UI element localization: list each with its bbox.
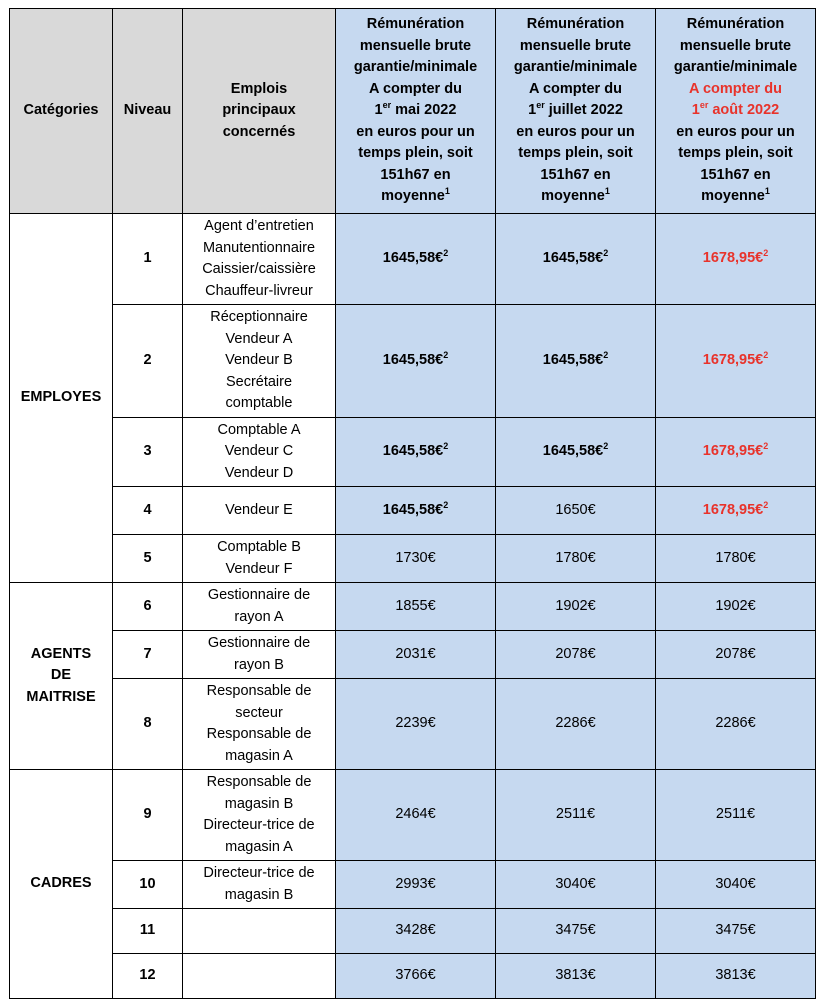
salary-cell-aug bbox=[656, 214, 816, 305]
header-categories: Catégories bbox=[10, 9, 113, 214]
emploi-line: rayon B bbox=[234, 656, 284, 673]
salary-cell-aug bbox=[656, 487, 816, 535]
salary-value: 2511€ bbox=[715, 806, 756, 823]
salary-value: 1645,58€ bbox=[382, 352, 444, 369]
table-row bbox=[10, 487, 816, 535]
salary-value: 3475€ bbox=[715, 922, 756, 939]
niveau-cell: 2 bbox=[113, 305, 183, 418]
emploi-line: Directeur-trice de bbox=[203, 865, 315, 881]
footnote-marker: 2 bbox=[443, 499, 449, 510]
header-line: en euros pour un bbox=[356, 123, 475, 140]
emploi-line: magasin B bbox=[224, 795, 294, 812]
table-row bbox=[10, 418, 816, 487]
salary-value: 1678,95€ bbox=[702, 352, 764, 369]
header-date-line-highlight bbox=[658, 100, 813, 122]
salary-cell-may bbox=[336, 305, 496, 418]
niveau-cell: 7 bbox=[113, 631, 183, 679]
niveau-cell: 5 bbox=[113, 535, 183, 583]
footnote-marker: 2 bbox=[763, 350, 769, 361]
header-line bbox=[658, 186, 813, 208]
footnote-marker: 2 bbox=[763, 441, 769, 452]
header-text: moyenne bbox=[381, 188, 445, 205]
emploi-line: Vendeur B bbox=[225, 352, 293, 369]
salary-value: 2078€ bbox=[715, 645, 756, 662]
footnote-marker: 2 bbox=[603, 248, 609, 259]
salary-cell-may bbox=[336, 418, 496, 487]
emploi-line: Caissier/caissière bbox=[202, 261, 316, 277]
table-row bbox=[10, 679, 816, 770]
emploi-line: Chauffeur-livreur bbox=[205, 282, 313, 299]
header-line: 151h67 en bbox=[700, 166, 771, 183]
header-line: temps plein, soit bbox=[518, 145, 633, 162]
header-emplois-line: concernés bbox=[222, 123, 296, 140]
footnote-marker: 2 bbox=[603, 441, 609, 452]
salary-value: 1678,95€ bbox=[702, 250, 764, 267]
salary-cell-jul bbox=[496, 679, 656, 770]
header-emplois-line: principaux bbox=[222, 102, 296, 119]
header-line: garantie/minimale bbox=[513, 59, 638, 76]
header-line: A compter du bbox=[529, 80, 622, 97]
salary-value: 3813€ bbox=[715, 967, 756, 984]
category-line: DE bbox=[50, 667, 72, 684]
salary-value: 2031€ bbox=[395, 645, 436, 662]
salary-value: 1645,58€ bbox=[542, 250, 604, 267]
salary-value: 3040€ bbox=[715, 875, 756, 892]
header-line: en euros pour un bbox=[516, 123, 635, 140]
header-may-2022 bbox=[336, 9, 496, 214]
emploi-line: Vendeur E bbox=[225, 501, 293, 518]
header-line bbox=[338, 186, 493, 208]
footnote-marker: 2 bbox=[603, 350, 609, 361]
header-line: temps plein, soit bbox=[358, 145, 473, 162]
emploi-line: comptable bbox=[225, 395, 293, 412]
date-sup: er bbox=[536, 100, 545, 111]
salary-cell-jul bbox=[496, 631, 656, 679]
emploi-line: Directeur-trice de bbox=[203, 817, 315, 833]
table-row bbox=[10, 305, 816, 418]
salary-value: 1645,58€ bbox=[542, 443, 604, 460]
emploi-line: Secrétaire bbox=[225, 373, 293, 390]
niveau-cell: 11 bbox=[113, 909, 183, 954]
salary-cell-aug bbox=[656, 535, 816, 583]
salary-value: 3766€ bbox=[395, 967, 436, 984]
emploi-line: Comptable B bbox=[217, 539, 301, 555]
salary-value: 1780€ bbox=[715, 549, 756, 566]
emplois-cell bbox=[183, 631, 336, 679]
date-sup: er bbox=[699, 100, 709, 111]
salary-cell-aug bbox=[656, 909, 816, 954]
category-line: MAITRISE bbox=[26, 688, 96, 705]
footnote-marker: 2 bbox=[443, 248, 449, 259]
table-row bbox=[10, 770, 816, 861]
salary-value: 1902€ bbox=[555, 597, 596, 614]
emplois-cell bbox=[183, 214, 336, 305]
table-row bbox=[10, 954, 816, 999]
header-emplois bbox=[183, 9, 336, 214]
salary-value: 1780€ bbox=[555, 549, 596, 566]
niveau-cell: 12 bbox=[113, 954, 183, 999]
footnote-marker: 1 bbox=[764, 186, 770, 197]
salary-value: 1645,58€ bbox=[382, 443, 444, 460]
salary-value: 3040€ bbox=[555, 875, 596, 892]
header-line bbox=[498, 186, 653, 208]
emplois-cell bbox=[183, 954, 336, 999]
date-sup: er bbox=[382, 100, 392, 111]
footnote-marker: 2 bbox=[763, 248, 769, 259]
emploi-line: magasin B bbox=[224, 886, 294, 903]
emplois-cell bbox=[183, 305, 336, 418]
salary-cell-may bbox=[336, 631, 496, 679]
salary-value: 1650€ bbox=[555, 501, 596, 518]
category-cell: EMPLOYES bbox=[10, 214, 113, 583]
salary-cell-may bbox=[336, 583, 496, 631]
salary-value: 1855€ bbox=[395, 597, 436, 614]
table-row bbox=[10, 214, 816, 305]
salary-cell-aug bbox=[656, 305, 816, 418]
emploi-line: Réceptionnaire bbox=[210, 309, 308, 326]
salary-value: 2464€ bbox=[395, 806, 436, 823]
niveau-cell: 4 bbox=[113, 487, 183, 535]
salary-value: 3475€ bbox=[555, 922, 596, 939]
niveau-cell: 8 bbox=[113, 679, 183, 770]
niveau-cell: 10 bbox=[113, 861, 183, 909]
emplois-cell bbox=[183, 418, 336, 487]
salary-value: 1730€ bbox=[395, 549, 436, 566]
header-date-line bbox=[498, 100, 653, 122]
emplois-cell bbox=[183, 909, 336, 954]
emploi-line: Responsable de bbox=[206, 774, 312, 790]
emploi-line: magasin A bbox=[225, 838, 293, 855]
salary-cell-aug bbox=[656, 770, 816, 861]
salary-cell-jul bbox=[496, 861, 656, 909]
emploi-line: Gestionnaire de bbox=[207, 635, 311, 651]
table-row bbox=[10, 535, 816, 583]
salary-value: 1645,58€ bbox=[382, 250, 444, 267]
header-line: 151h67 en bbox=[380, 166, 451, 183]
salary-value: 1645,58€ bbox=[542, 352, 604, 369]
date-rest: mai 2022 bbox=[391, 102, 457, 119]
header-line: garantie/minimale bbox=[673, 59, 798, 76]
emploi-line: Vendeur A bbox=[225, 330, 293, 347]
emplois-cell bbox=[183, 535, 336, 583]
header-line: mensuelle brute bbox=[359, 37, 472, 54]
emplois-cell bbox=[183, 770, 336, 861]
date-rest: août 2022 bbox=[708, 102, 780, 119]
salary-value: 2078€ bbox=[555, 645, 596, 662]
salary-cell-jul bbox=[496, 770, 656, 861]
niveau-cell: 6 bbox=[113, 583, 183, 631]
salary-cell-jul bbox=[496, 535, 656, 583]
emploi-line: Agent d’entretien bbox=[204, 218, 314, 234]
footnote-marker: 2 bbox=[443, 350, 449, 361]
salary-cell-may bbox=[336, 214, 496, 305]
header-line: en euros pour un bbox=[676, 123, 795, 140]
date-rest: juillet 2022 bbox=[544, 102, 623, 119]
footnote-marker: 1 bbox=[604, 186, 610, 197]
salary-value: 1645,58€ bbox=[382, 501, 444, 518]
header-line: Rémunération bbox=[366, 16, 465, 33]
header-line: Rémunération bbox=[686, 16, 785, 33]
category-line: AGENTS bbox=[30, 645, 92, 662]
salary-cell-aug bbox=[656, 583, 816, 631]
salary-cell-jul bbox=[496, 583, 656, 631]
salary-cell-jul bbox=[496, 418, 656, 487]
table-row bbox=[10, 861, 816, 909]
emploi-line: Comptable A bbox=[217, 421, 301, 438]
emploi-line: Manutentionnaire bbox=[202, 239, 316, 256]
salary-value: 2993€ bbox=[395, 875, 436, 892]
table-row bbox=[10, 909, 816, 954]
salary-grid-table bbox=[9, 8, 816, 999]
salary-cell-may bbox=[336, 679, 496, 770]
category-cell: CADRES bbox=[10, 770, 113, 999]
footnote-marker: 1 bbox=[444, 186, 450, 197]
salary-cell-may bbox=[336, 909, 496, 954]
salary-value: 1678,95€ bbox=[702, 501, 764, 518]
category-cell bbox=[10, 583, 113, 770]
emploi-line: secteur bbox=[235, 704, 283, 721]
salary-value: 1678,95€ bbox=[702, 443, 764, 460]
date-day: 1 bbox=[374, 102, 383, 119]
date-day: 1 bbox=[528, 102, 537, 119]
footnote-marker: 2 bbox=[443, 441, 449, 452]
header-line-highlight: A compter du bbox=[689, 80, 782, 97]
header-text: moyenne bbox=[701, 188, 765, 205]
salary-cell-may bbox=[336, 535, 496, 583]
emplois-cell bbox=[183, 861, 336, 909]
emploi-line: Vendeur D bbox=[224, 464, 294, 481]
salary-value: 3428€ bbox=[395, 922, 436, 939]
salary-cell-jul bbox=[496, 214, 656, 305]
salary-cell-aug bbox=[656, 631, 816, 679]
header-august-2022 bbox=[656, 9, 816, 214]
header-line: garantie/minimale bbox=[353, 59, 478, 76]
header-line: mensuelle brute bbox=[519, 37, 632, 54]
emploi-line: Vendeur C bbox=[224, 443, 294, 460]
header-date-line bbox=[338, 100, 493, 122]
emploi-line: rayon A bbox=[234, 608, 284, 625]
header-row bbox=[10, 9, 816, 214]
emploi-line: Gestionnaire de bbox=[207, 587, 311, 603]
emploi-line: Responsable de bbox=[206, 683, 312, 699]
emplois-cell bbox=[183, 487, 336, 535]
header-line: mensuelle brute bbox=[679, 37, 792, 54]
salary-value: 2286€ bbox=[555, 715, 596, 732]
table-row bbox=[10, 631, 816, 679]
emploi-line: Responsable de bbox=[206, 726, 312, 742]
header-line: 151h67 en bbox=[540, 166, 611, 183]
salary-cell-jul bbox=[496, 487, 656, 535]
salary-cell-aug bbox=[656, 679, 816, 770]
salary-cell-aug bbox=[656, 861, 816, 909]
header-july-2022 bbox=[496, 9, 656, 214]
salary-cell-may bbox=[336, 770, 496, 861]
emploi-line: magasin A bbox=[225, 747, 293, 764]
niveau-cell: 9 bbox=[113, 770, 183, 861]
header-text: moyenne bbox=[541, 188, 605, 205]
emplois-cell bbox=[183, 583, 336, 631]
salary-value: 2286€ bbox=[715, 715, 756, 732]
salary-value: 2239€ bbox=[395, 715, 436, 732]
salary-cell-jul bbox=[496, 305, 656, 418]
salary-value: 2511€ bbox=[555, 806, 596, 823]
salary-value: 3813€ bbox=[555, 967, 596, 984]
salary-cell-may bbox=[336, 954, 496, 999]
header-emplois-line: Emplois bbox=[230, 80, 288, 97]
salary-value: 1902€ bbox=[715, 597, 756, 614]
niveau-cell: 3 bbox=[113, 418, 183, 487]
emploi-line: Vendeur F bbox=[225, 560, 293, 577]
salary-cell-may bbox=[336, 861, 496, 909]
niveau-cell: 1 bbox=[113, 214, 183, 305]
header-niveau: Niveau bbox=[113, 9, 183, 214]
table-row bbox=[10, 583, 816, 631]
salary-cell-jul bbox=[496, 954, 656, 999]
salary-cell-aug bbox=[656, 418, 816, 487]
salary-cell-may bbox=[336, 487, 496, 535]
salary-cell-jul bbox=[496, 909, 656, 954]
header-line: temps plein, soit bbox=[678, 145, 793, 162]
date-day: 1 bbox=[691, 102, 700, 119]
emplois-cell bbox=[183, 679, 336, 770]
header-line: Rémunération bbox=[526, 16, 625, 33]
salary-cell-aug bbox=[656, 954, 816, 999]
header-line: A compter du bbox=[369, 80, 462, 97]
footnote-marker: 2 bbox=[763, 499, 769, 510]
